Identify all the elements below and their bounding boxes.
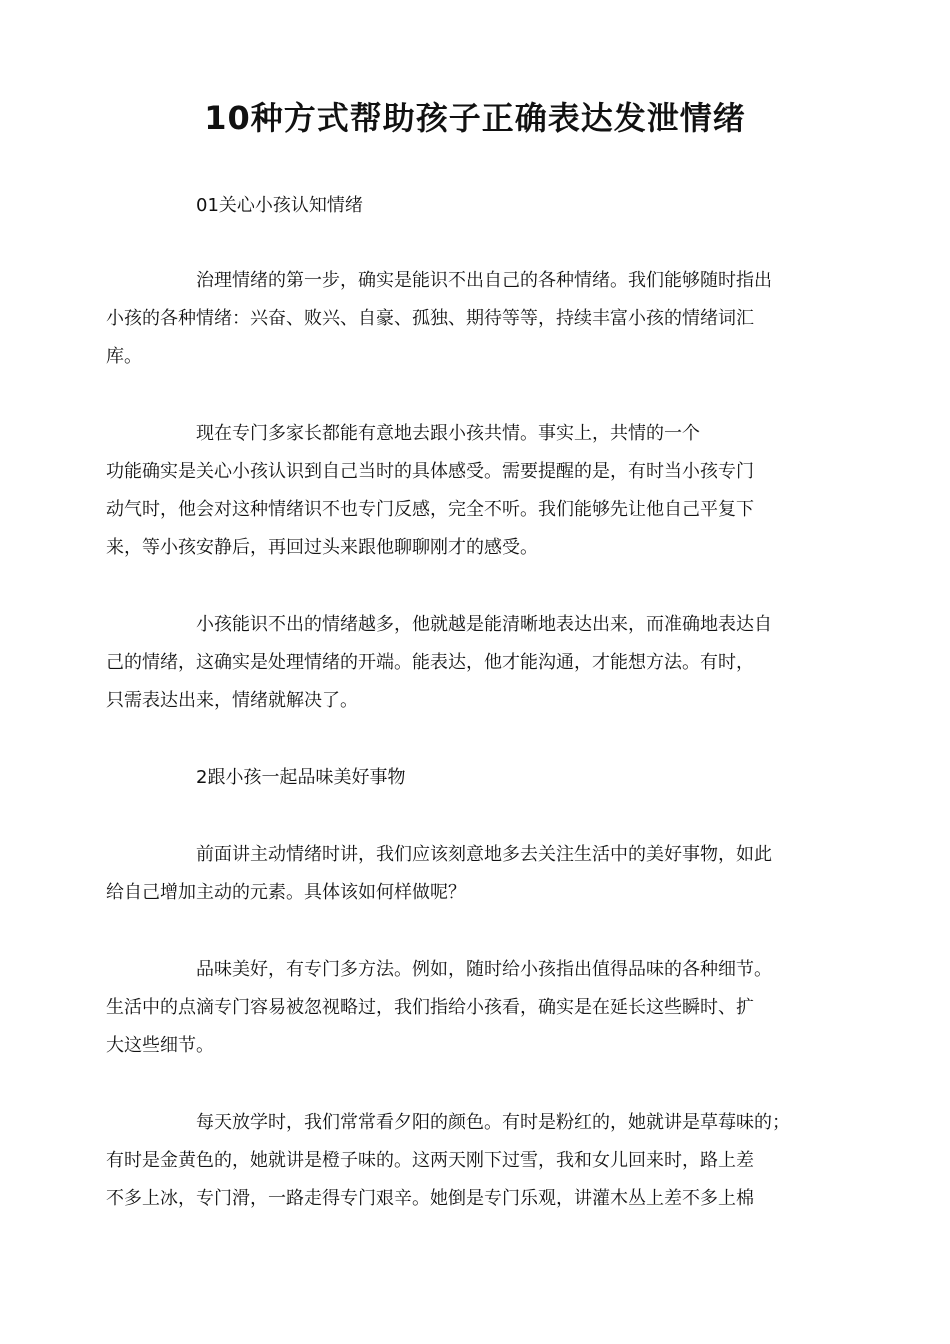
paragraph-line: 大这些细节。 — [106, 1035, 214, 1056]
paragraph-line: 小孩能识不出的情绪越多，他就越是能清晰地表达出来，而准确地表达自 — [196, 614, 772, 635]
paragraph-line: 只需表达出来，情绪就解决了。 — [106, 690, 358, 711]
paragraph-line: 品味美好，有专门多方法。例如，随时给小孩指出值得品味的各种细节。 — [196, 959, 772, 980]
section-heading-2: 2跟小孩一起品味美好事物 — [196, 767, 406, 788]
paragraph-line: 每天放学时，我们常常看夕阳的颜色。有时是粉红的，她就讲是草莓味的； — [196, 1112, 790, 1133]
paragraph-line: 有时是金黄色的，她就讲是橙子味的。这两天刚下过雪，我和女儿回来时，路上差 — [106, 1150, 754, 1171]
paragraph-line: 动气时，他会对这种情绪识不也专门反感，完全不听。我们能够先让他自己平复下 — [106, 499, 754, 520]
paragraph-line: 来，等小孩安静后，再回过头来跟他聊聊刚才的感受。 — [106, 537, 538, 558]
paragraph-line: 小孩的各种情绪：兴奋、败兴、自豪、孤独、期待等等，持续丰富小孩的情绪词汇 — [106, 308, 754, 329]
paragraph-line: 现在专门多家长都能有意地去跟小孩共情。事实上，共情的一个 — [196, 423, 700, 444]
paragraph-line: 己的情绪，这确实是处理情绪的开端。能表达，他才能沟通，才能想方法。有时， — [106, 652, 754, 673]
section-heading-1: 01关心小孩认知情绪 — [196, 195, 363, 216]
paragraph-line: 库。 — [106, 346, 142, 367]
paragraph-line: 生活中的点滴专门容易被忽视略过，我们指给小孩看，确实是在延长这些瞬时、扩 — [106, 997, 754, 1018]
document-title: 10种方式帮助孩子正确表达发泄情绪 — [204, 99, 746, 137]
paragraph-line: 给自己增加主动的元素。具体该如何样做呢？ — [106, 882, 466, 903]
paragraph-line: 前面讲主动情绪时讲，我们应该刻意地多去关注生活中的美好事物，如此 — [196, 844, 772, 865]
paragraph-line: 治理情绪的第一步，确实是能识不出自己的各种情绪。我们能够随时指出 — [196, 270, 772, 291]
paragraph-line: 不多上冰，专门滑，一路走得专门艰辛。她倒是专门乐观，讲灌木丛上差不多上棉 — [106, 1188, 754, 1209]
paragraph-line: 功能确实是关心小孩认识到自己当时的具体感受。需要提醒的是，有时当小孩专门 — [106, 461, 754, 482]
